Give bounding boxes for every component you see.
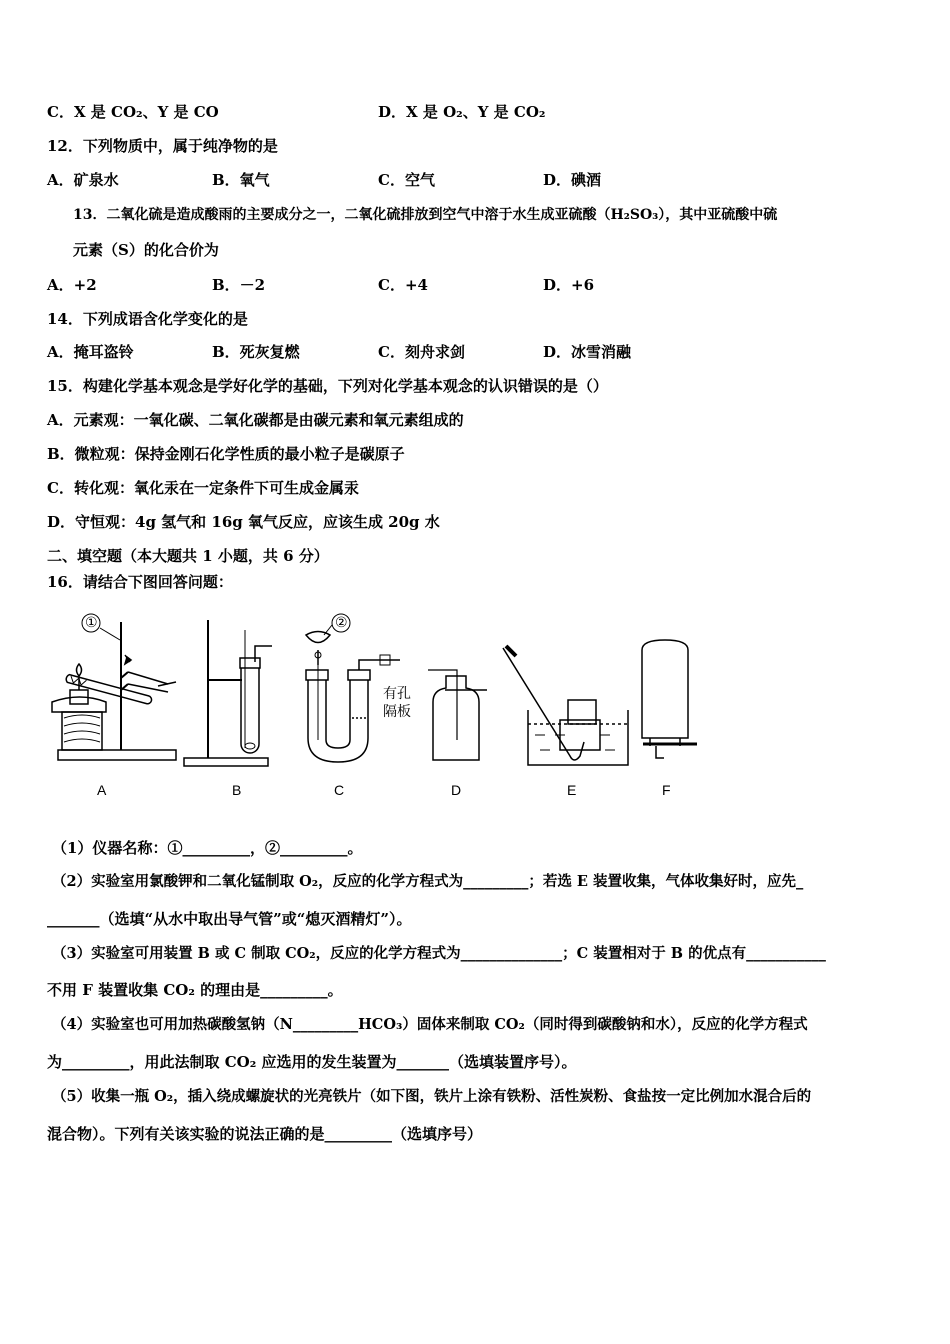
q16-part5-line1: （5）收集一瓶 O₂，插入绕成螺旋状的光亮铁片（如下图，铁片上涂有铁粉、活性炭粉、食盐按一定比例加水混合后的 bbox=[52, 1088, 812, 1105]
q14-option-a: A．掩耳盗铃 bbox=[47, 343, 134, 361]
q15-stem: 15．构建化学基本观念是学好化学的基础，下列对化学基本观念的认识错误的是（） bbox=[47, 377, 608, 395]
q16-part4-line2: 为_________，用此法制取 CO₂ 应选用的发生装置为_______（选填装置序号）。 bbox=[47, 1053, 577, 1071]
apparatus-f bbox=[642, 640, 697, 758]
figure-label-d: D bbox=[451, 782, 462, 798]
q16-part2-line2: _______（选填“从水中取出导气管”或“熄灭酒精灯”）。 bbox=[47, 910, 412, 928]
q14-option-d: D．冰雪消融 bbox=[543, 343, 632, 361]
q15-option-b: B．微粒观：保持金刚石化学性质的最小粒子是碳原子 bbox=[47, 445, 405, 463]
apparatus-a bbox=[52, 614, 176, 760]
q15-option-c: C．转化观：氧化汞在一定条件下可生成金属汞 bbox=[47, 479, 359, 497]
q12-option-d: D．碘酒 bbox=[543, 171, 602, 189]
marker-1: ① bbox=[85, 614, 98, 630]
q12-option-c: C．空气 bbox=[378, 171, 435, 189]
q15-option-d: D．守恒观：4g 氢气和 16g 氧气反应，应该生成 20g 水 bbox=[47, 513, 440, 531]
q11-option-c: C．X 是 CO₂、Y 是 CO bbox=[47, 103, 219, 121]
q14-option-b: B．死灰复燃 bbox=[212, 343, 300, 361]
q16-part2-line1: （2）实验室用氯酸钾和二氧化锰制取 O₂，反应的化学方程式为_________；若选 E 装置收集，气体收集好时，应先_ bbox=[52, 873, 804, 890]
q13-option-d: D．+6 bbox=[543, 276, 595, 294]
q14-stem: 14．下列成语含化学变化的是 bbox=[47, 310, 248, 328]
hole-label-line2: 隔板 bbox=[383, 703, 411, 719]
marker-2: ② bbox=[335, 614, 348, 630]
q13-option-a: A．+2 bbox=[47, 276, 97, 294]
q13-option-b: B．－2 bbox=[212, 276, 266, 294]
q16-part5-line2: 混合物）。下列有关该实验的说法正确的是_________（选填序号） bbox=[47, 1125, 483, 1143]
q12-option-b: B．氧气 bbox=[212, 171, 270, 189]
q16-part4-line1: （4）实验室也可用加热碳酸氢钠（N_________HCO₃）固体来制取 CO₂（同时得到碳酸钠和水），反应的化学方程式 bbox=[52, 1016, 808, 1033]
q16-part3-line1: （3）实验室可用装置 B 或 C 制取 CO₂，反应的化学方程式为______________；C 装置相对于 B 的优点有___________ bbox=[52, 945, 826, 962]
q16-part1: （1）仪器名称：①_________，②_________。 bbox=[52, 839, 363, 857]
q12-stem: 12．下列物质中，属于纯净物的是 bbox=[47, 137, 278, 155]
q13-stem-line2: 元素（S）的化合价为 bbox=[73, 241, 219, 259]
hole-label-line1: 有孔 bbox=[383, 685, 411, 701]
q13-stem-line1: 13．二氧化硫是造成酸雨的主要成分之一，二氧化硫排放到空气中溶于水生成亚硫酸（H₂SO₃），其中亚硫酸中硫 bbox=[73, 207, 778, 223]
q16-part3-line2: 不用 F 装置收集 CO₂ 的理由是_________。 bbox=[47, 981, 343, 999]
figure-label-a: A bbox=[97, 782, 107, 798]
figure-label-b: B bbox=[232, 782, 242, 798]
q14-option-c: C．刻舟求剑 bbox=[378, 343, 465, 361]
figure-label-c: C bbox=[334, 782, 345, 798]
q15-option-a: A．元素观：一氧化碳、二氧化碳都是由碳元素和氧元素组成的 bbox=[47, 411, 464, 429]
apparatus-b bbox=[184, 620, 272, 766]
figure-label-f: F bbox=[662, 782, 671, 798]
q13-option-c: C．+4 bbox=[378, 276, 428, 294]
q16-stem: 16．请结合下图回答问题： bbox=[47, 573, 233, 591]
figure-label-e: E bbox=[567, 782, 577, 798]
q11-option-d: D．X 是 O₂、Y 是 CO₂ bbox=[378, 103, 546, 121]
q12-option-a: A．矿泉水 bbox=[47, 171, 119, 189]
apparatus-d bbox=[428, 670, 487, 760]
apparatus-e bbox=[503, 646, 628, 765]
section-title: 二、填空题（本大题共 1 小题，共 6 分） bbox=[47, 547, 329, 565]
